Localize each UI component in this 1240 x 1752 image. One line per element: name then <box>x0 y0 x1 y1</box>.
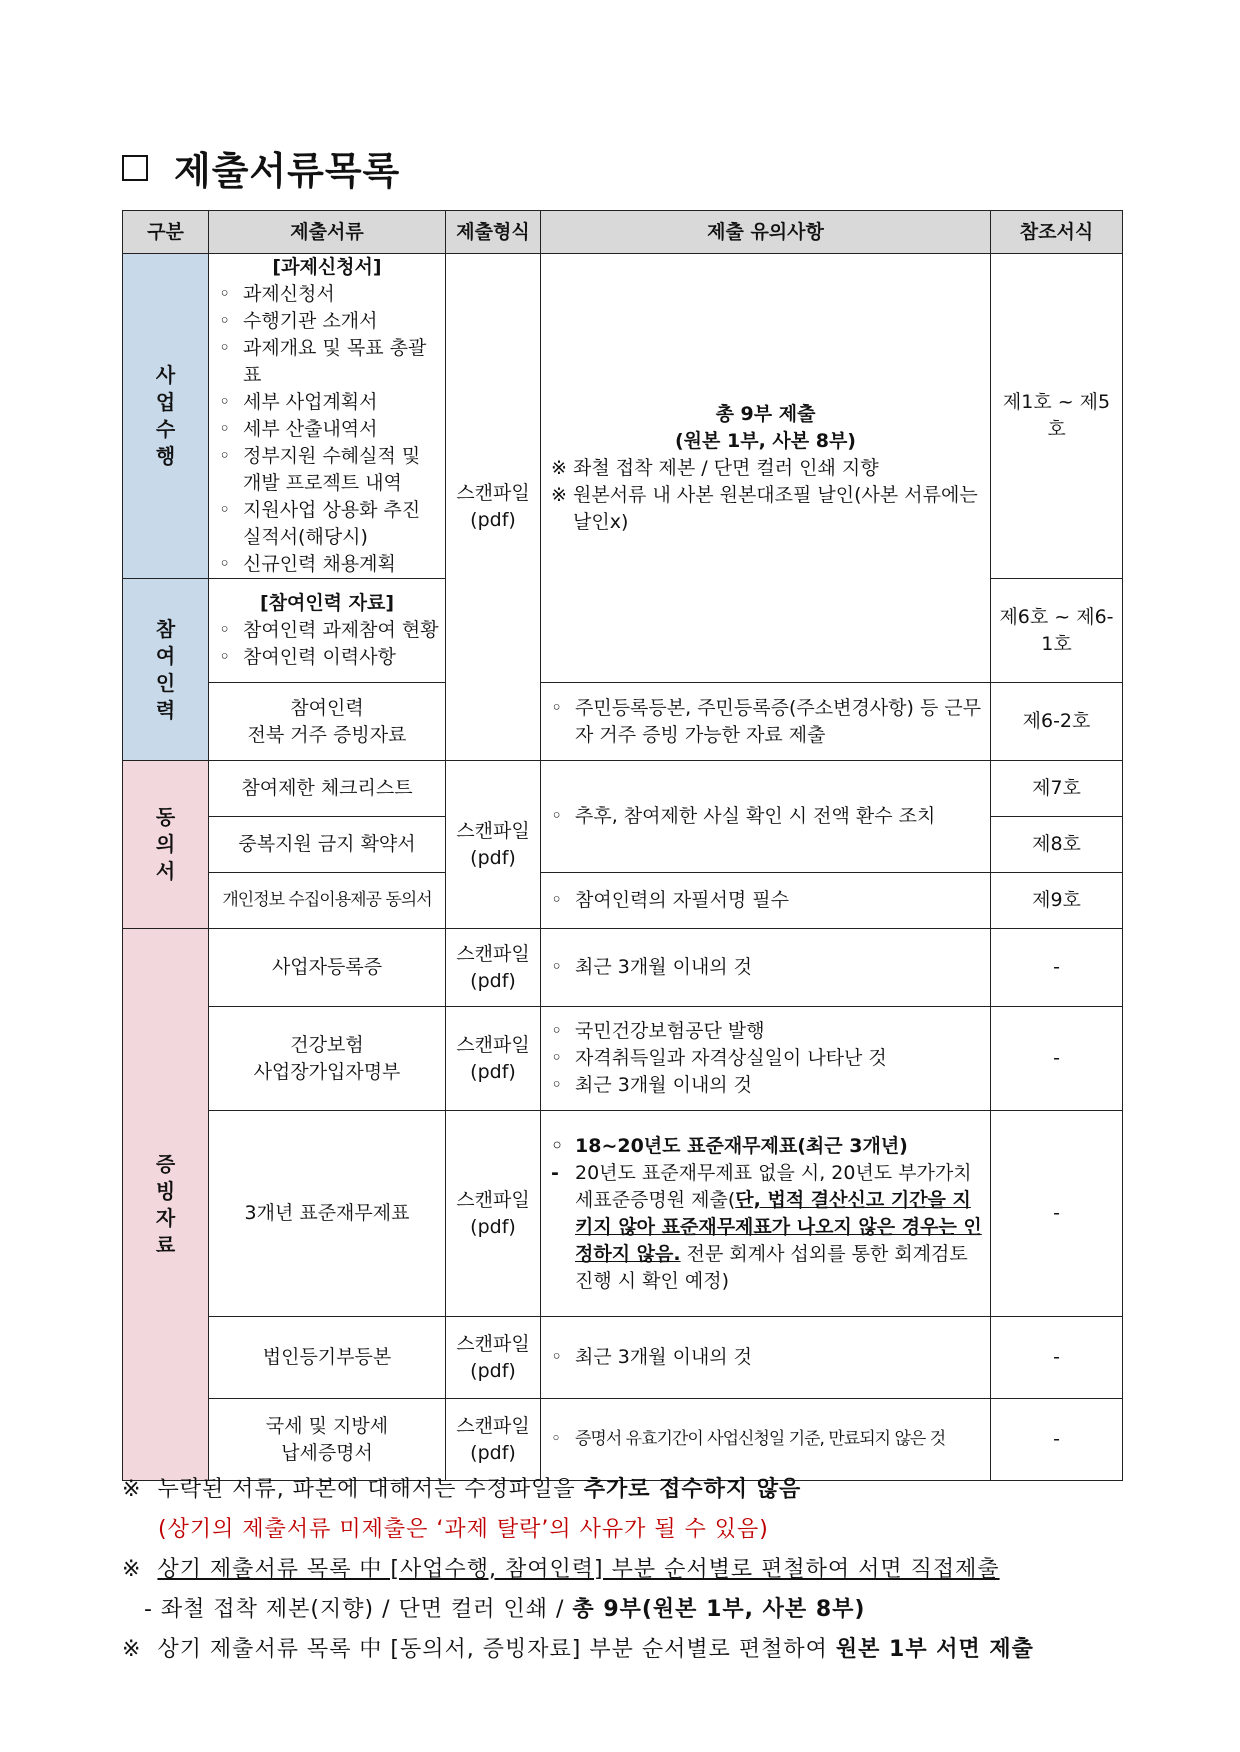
consent-note: ◦ 추후, 참여제한 사실 확인 시 전액 환수 조치 <box>541 761 991 873</box>
reference-cell: 제8호 <box>991 817 1123 873</box>
reference-cell: 제6호 ~ 제6-1호 <box>991 579 1123 683</box>
category-business: 사 업 수 행 <box>123 254 209 579</box>
consent-note: ◦ 참여인력의 자필서명 필수 <box>541 873 991 929</box>
list-item: ◦ 참여인력 과제참여 현황 <box>213 617 441 644</box>
table-row <box>123 1399 1123 1481</box>
reference-cell: 제1호 ~ 제5호 <box>991 254 1123 579</box>
table-row <box>123 1317 1123 1399</box>
title-text: 제출서류목록 <box>174 149 401 193</box>
note-1: ※ 누락된 서류, 파본에 대해서는 수정파일을 추가로 접수하지 않음 <box>122 1477 802 1502</box>
reference-cell: - <box>991 1317 1123 1399</box>
header-reference: 참조서식 <box>991 211 1123 254</box>
residence-doc: 참여인력 전북 거주 증빙자료 <box>209 683 446 761</box>
reference-cell: 제9호 <box>991 873 1123 929</box>
reference-cell: - <box>991 929 1123 1007</box>
proof-doc: 법인등기부등본 <box>209 1317 446 1399</box>
consent-doc: 개인정보 수집이용제공 동의서 <box>209 873 446 929</box>
table-header-row <box>123 211 1123 254</box>
list-item: ◦ 참여인력 이력사항 <box>213 644 441 671</box>
table-row <box>123 1007 1123 1111</box>
header-document: 제출서류 <box>209 211 446 254</box>
table-row <box>123 683 1123 761</box>
reference-cell: 제7호 <box>991 761 1123 817</box>
document-table <box>122 210 1123 1481</box>
proof-doc: 3개년 표준재무제표 <box>209 1111 446 1317</box>
category-proof: 증 빙 자 료 <box>123 929 209 1481</box>
category-staff: 참 여 인 력 <box>123 579 209 761</box>
format-cell: 스캔파일 (pdf) <box>446 761 541 929</box>
table-row <box>123 254 1123 579</box>
reference-cell: 제6-2호 <box>991 683 1123 761</box>
reference-cell: - <box>991 1399 1123 1481</box>
list-item: ◦ 과제개요 및 목표 총괄표 <box>213 335 441 389</box>
staff-docs: [참여인력 자료] ◦ 참여인력 과제참여 현황 ◦ 참여인력 이력사항 <box>209 579 446 683</box>
list-item: ◦ 지원사업 상용화 추진 실적서(해당시) <box>213 497 441 551</box>
format-cell: 스캔파일 (pdf) <box>446 1317 541 1399</box>
residence-note: ◦ 주민등록등본, 주민등록증(주소변경사항) 등 근무자 거주 증빙 가능한 자료 제출 <box>541 683 991 761</box>
header-category: 구분 <box>123 211 209 254</box>
format-cell: 스캔파일 (pdf) <box>446 1111 541 1317</box>
proof-note: ◦ 증명서 유효기간이 사업신청일 기준, 만료되지 않은 것 <box>541 1399 991 1481</box>
list-item: ◦ 세부 산출내역서 <box>213 416 441 443</box>
category-consent: 동 의 서 <box>123 761 209 929</box>
proof-note: ◦ 국민건강보험공단 발행 ◦ 자격취득일과 자격상실일이 나타난 것 ◦ 최근 3개월 이내의 것 <box>541 1007 991 1111</box>
proof-doc: 국세 및 지방세 납세증명서 <box>209 1399 446 1481</box>
proof-doc: 건강보험 사업장가입자명부 <box>209 1007 446 1111</box>
list-item: ◦ 수행기관 소개서 <box>213 308 441 335</box>
application-docs: [과제신청서] ◦ 과제신청서 ◦ 수행기관 소개서 ◦ 과제개요 및 목표 총괄표 ◦ 세부 사업계획서 ◦ 세부 산출내역서 ◦ 정부지원 수혜실적 및 개발 프로젝트 내역 ◦ 지원사업 상용화 추진 실적서(해당시) ◦ 신규인력 채용계획 <box>209 254 446 579</box>
proof-note: ◦ 최근 3개월 이내의 것 <box>541 1317 991 1399</box>
format-cell: 스캔파일 (pdf) <box>446 1007 541 1111</box>
consent-doc: 참여제한 체크리스트 <box>209 761 446 817</box>
table-row <box>123 873 1123 929</box>
format-cell: 스캔파일 (pdf) <box>446 1399 541 1481</box>
consent-doc: 중복지원 금지 확약서 <box>209 817 446 873</box>
header-notes: 제출 유의사항 <box>541 211 991 254</box>
reference-cell: - <box>991 1111 1123 1317</box>
header-format: 제출형식 <box>446 211 541 254</box>
reference-cell: - <box>991 1007 1123 1111</box>
note-2: ※ 상기 제출서류 목록 中 [사업수행, 참여인력] 부분 순서별로 편철하여 서면 직접제출 <box>122 1557 1000 1582</box>
proof-note: ◦ 18~20년도 표준재무제표(최근 3개년) - 20년도 표준재무제표 없을 시, 20년도 부가가치세표준증명원 제출(단, 법적 결산신고 기간을 지키지 않아 표준재무제표가 나오지 않은 경우는 인정하지 않음. 전문 회계사 섭외를 통한 회계검토 진행 시 확인 예정) <box>541 1111 991 1317</box>
proof-note: ◦ 최근 3개월 이내의 것 <box>541 929 991 1007</box>
list-item: ◦ 과제신청서 <box>213 281 441 308</box>
note-3: ※ 상기 제출서류 목록 中 [동의서, 증빙자료] 부분 순서별로 편철하여 원본 1부 서면 제출 <box>122 1637 1034 1662</box>
table-row <box>123 1111 1123 1317</box>
list-item: ◦ 신규인력 채용계획 <box>213 551 441 578</box>
list-item: ◦ 세부 사업계획서 <box>213 389 441 416</box>
format-cell: 스캔파일 (pdf) <box>446 254 541 761</box>
table-row <box>123 929 1123 1007</box>
page-title <box>122 140 400 195</box>
submission-notes <box>122 1470 1132 1670</box>
application-notes: 총 9부 제출 (원본 1부, 사본 8부) ※ 좌철 접착 제본 / 단면 컬러 인쇄 지향 ※ 원본서류 내 사본 원본대조필 날인(사본 서류에는 날인x) <box>541 254 991 683</box>
list-item: ◦ 정부지원 수혜실적 및 개발 프로젝트 내역 <box>213 443 441 497</box>
note-1-warning: (상기의 제출서류 미제출은 ‘과제 탈락’의 사유가 될 수 있음) <box>158 1517 769 1542</box>
table-row <box>123 761 1123 817</box>
format-cell: 스캔파일 (pdf) <box>446 929 541 1007</box>
proof-doc: 사업자등록증 <box>209 929 446 1007</box>
note-2-sub: - 좌철 접착 제본(지향) / 단면 컬러 인쇄 / 총 9부(원본 1부, 사본 8부) <box>144 1597 866 1622</box>
checkbox-icon <box>122 155 148 181</box>
